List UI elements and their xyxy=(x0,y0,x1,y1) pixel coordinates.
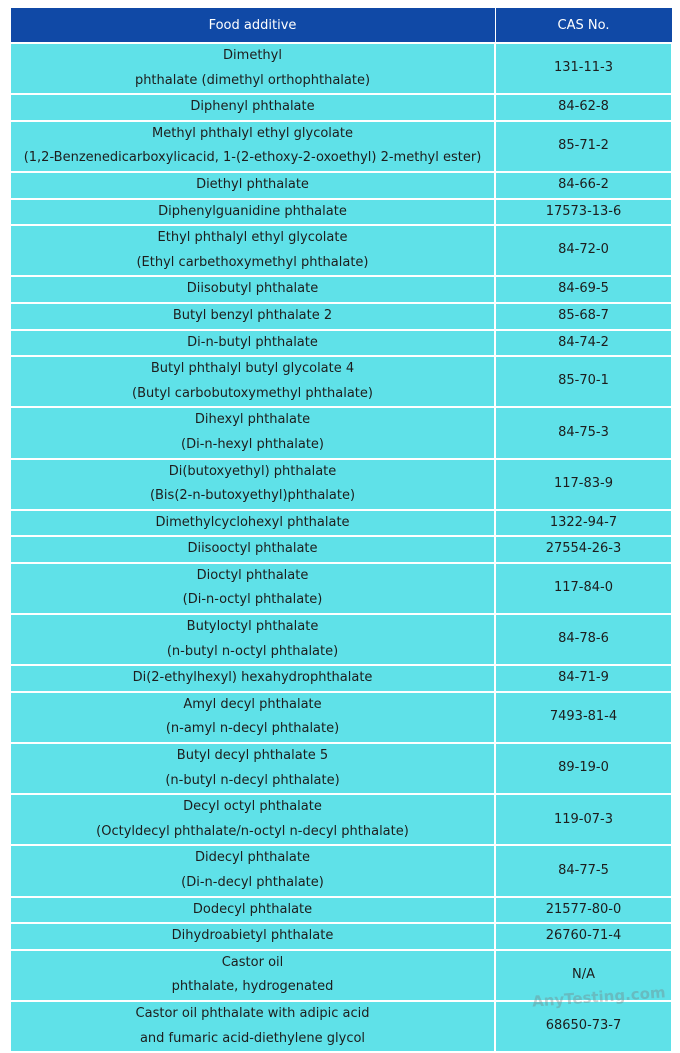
header-food-additive: Food additive xyxy=(10,8,495,44)
food-additive-name-line: Dioctyl phthalate xyxy=(196,567,309,583)
table-row xyxy=(10,225,672,276)
food-additive-cell xyxy=(10,94,495,121)
table-row xyxy=(10,407,672,458)
cas-number-cell: 85-68-7 xyxy=(495,303,672,330)
table-row xyxy=(10,510,672,537)
food-additive-name-line: (Di-n-octyl phthalate) xyxy=(182,592,323,608)
food-additive-name-line: Amyl decyl phthalate xyxy=(183,696,322,712)
food-additive-name-line: (Di-n-hexyl phthalate) xyxy=(181,436,324,452)
food-additive-table xyxy=(9,7,673,1053)
food-additive-name-line: Diisobutyl phthalate xyxy=(186,281,319,297)
cas-number-cell: 7493-81-4 xyxy=(495,692,672,743)
cas-number-cell: 17573-13-6 xyxy=(495,199,672,226)
cas-number-cell: 85-70-1 xyxy=(495,356,672,407)
table-row xyxy=(10,845,672,896)
table-row xyxy=(10,536,672,563)
table-container xyxy=(9,7,671,1053)
food-additive-cell xyxy=(10,199,495,226)
food-additive-name-line: Dihydroabietyl phthalate xyxy=(171,928,334,944)
food-additive-cell xyxy=(10,172,495,199)
cas-number-cell: N/A xyxy=(495,950,672,1001)
food-additive-cell xyxy=(10,276,495,303)
table-row xyxy=(10,743,672,794)
cas-number-cell: 84-75-3 xyxy=(495,407,672,458)
food-additive-name-line: Ethyl phthalyl ethyl glycolate xyxy=(157,230,348,246)
cas-number-cell: 84-62-8 xyxy=(495,94,672,121)
food-additive-name-line: Butyl benzyl phthalate 2 xyxy=(172,307,333,323)
table-row xyxy=(10,614,672,665)
food-additive-name-line: (Di-n-decyl phthalate) xyxy=(181,875,324,890)
food-additive-name-line: Butyl decyl phthalate 5 xyxy=(176,748,329,764)
food-additive-cell xyxy=(10,950,495,1001)
food-additive-name-line: (Bis(2-n-butoxyethyl)phthalate) xyxy=(149,488,356,504)
food-additive-name-line: Butyloctyl phthalate xyxy=(186,619,319,635)
food-additive-cell xyxy=(10,459,495,510)
food-additive-cell xyxy=(10,923,495,950)
cas-number-cell: 131-11-3 xyxy=(495,43,672,94)
food-additive-name-line: Diphenylguanidine phthalate xyxy=(158,203,347,219)
food-additive-name-line: Diisooctyl phthalate xyxy=(187,541,318,557)
food-additive-name-line: Decyl octyl phthalate xyxy=(183,799,322,815)
watermark-text: AnyTesting.com xyxy=(531,983,667,1011)
food-additive-cell xyxy=(10,536,495,563)
table-row xyxy=(10,897,672,924)
table-row xyxy=(10,794,672,845)
food-additive-name-line: Dimethylcyclohexyl phthalate xyxy=(155,514,350,530)
food-additive-cell xyxy=(10,510,495,537)
food-additive-name-line: (Octyldecyl phthalate/n-octyl n-decyl phthalate) xyxy=(96,823,409,839)
table-row xyxy=(10,172,672,199)
table-row xyxy=(10,276,672,303)
cas-number-cell: 84-72-0 xyxy=(495,225,672,276)
table-row xyxy=(10,199,672,226)
food-additive-name-line: Dimethyl xyxy=(223,48,282,63)
food-additive-cell xyxy=(10,692,495,743)
table-row xyxy=(10,356,672,407)
food-additive-name-line: Castor oil phthalate with adipic acid xyxy=(135,1005,370,1021)
header-cas-no: CAS No. xyxy=(495,8,672,44)
food-additive-name-line: (n-amyl n-decyl phthalate) xyxy=(165,721,340,737)
food-additive-name-line: (Ethyl carbethoxymethyl phthalate) xyxy=(136,254,369,270)
table-row xyxy=(10,94,672,121)
food-additive-cell xyxy=(10,845,495,896)
food-additive-name-line: phthalate (dimethyl orthophthalate) xyxy=(134,72,371,88)
food-additive-cell xyxy=(10,897,495,924)
food-additive-name-line: Di(2-ethylhexyl) hexahydrophthalate xyxy=(132,670,373,686)
food-additive-cell xyxy=(10,330,495,357)
cas-number-cell: 84-69-5 xyxy=(495,276,672,303)
food-additive-cell xyxy=(10,356,495,407)
table-header-row xyxy=(10,8,672,44)
food-additive-cell xyxy=(10,614,495,665)
cas-number-cell: 89-19-0 xyxy=(495,743,672,794)
table-row xyxy=(10,330,672,357)
table-row xyxy=(10,950,672,1001)
cas-number-cell: 21577-80-0 xyxy=(495,897,672,924)
table-row xyxy=(10,923,672,950)
cas-number-cell: 84-77-5 xyxy=(495,845,672,896)
table-row xyxy=(10,665,672,692)
food-additive-name-line: and fumaric acid-diethylene glycol xyxy=(139,1030,366,1046)
cas-number-cell: 1322-94-7 xyxy=(495,510,672,537)
cas-number-cell: 84-78-6 xyxy=(495,614,672,665)
food-additive-name-line: (n-butyl n-octyl phthalate) xyxy=(166,643,339,659)
food-additive-cell xyxy=(10,665,495,692)
table-row xyxy=(10,43,672,94)
food-additive-name-line: (n-butyl n-decyl phthalate) xyxy=(165,772,340,788)
cas-number-cell: 68650-73-7 xyxy=(495,1001,672,1052)
food-additive-cell xyxy=(10,743,495,794)
table-row xyxy=(10,121,672,172)
cas-number-cell: 84-71-9 xyxy=(495,665,672,692)
food-additive-name-line: Butyl phthalyl butyl glycolate 4 xyxy=(150,361,355,377)
cas-number-cell: 84-66-2 xyxy=(495,172,672,199)
food-additive-name-line: Di-n-butyl phthalate xyxy=(187,334,318,350)
food-additive-name-line: Di(butoxyethyl) phthalate xyxy=(168,463,337,479)
food-additive-name-line: Didecyl phthalate xyxy=(195,850,310,866)
food-additive-cell xyxy=(10,121,495,172)
food-additive-name-line: Diethyl phthalate xyxy=(196,176,309,192)
food-additive-cell xyxy=(10,794,495,845)
table-row xyxy=(10,563,672,614)
food-additive-name-line: Diphenyl phthalate xyxy=(190,99,315,115)
food-additive-name-line: phthalate, hydrogenated xyxy=(171,979,334,995)
table-row xyxy=(10,459,672,510)
food-additive-cell xyxy=(10,1001,495,1052)
cas-number-cell: 26760-71-4 xyxy=(495,923,672,950)
food-additive-name-line: Dihexyl phthalate xyxy=(194,412,311,428)
food-additive-name-line: (1,2-Benzenedicarboxylicacid, 1-(2-ethoxy-2-oxoethyl) 2-methyl ester) xyxy=(23,150,482,166)
cas-number-cell: 117-84-0 xyxy=(495,563,672,614)
cas-number-cell: 119-07-3 xyxy=(495,794,672,845)
food-additive-cell xyxy=(10,563,495,614)
cas-number-cell: 27554-26-3 xyxy=(495,536,672,563)
food-additive-cell xyxy=(10,225,495,276)
table-row xyxy=(10,303,672,330)
food-additive-cell xyxy=(10,303,495,330)
cas-number-cell: 84-74-2 xyxy=(495,330,672,357)
cas-number-cell: 117-83-9 xyxy=(495,459,672,510)
food-additive-name-line: Dodecyl phthalate xyxy=(192,901,313,917)
food-additive-cell xyxy=(10,43,495,94)
food-additive-name-line: Castor oil xyxy=(221,954,284,970)
table-row xyxy=(10,1001,672,1052)
food-additive-cell xyxy=(10,407,495,458)
table-row xyxy=(10,692,672,743)
food-additive-name-line: Methyl phthalyl ethyl glycolate xyxy=(152,125,353,141)
food-additive-name-line: (Butyl carbobutoxymethyl phthalate) xyxy=(132,385,373,401)
cas-number-cell: 85-71-2 xyxy=(495,121,672,172)
